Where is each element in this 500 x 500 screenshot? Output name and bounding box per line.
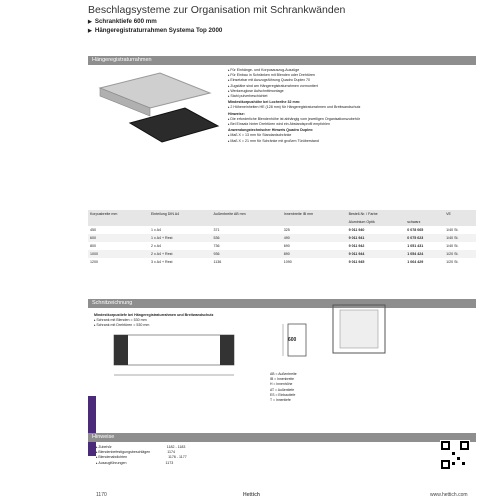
table-cell: 1/20 St. xyxy=(444,250,476,258)
col-subheader xyxy=(88,218,149,226)
app-item: ▸ Maß X = 21 mm für Schränke mit großem Türüberstand xyxy=(228,139,476,144)
feature-item: ▸ Für Einhänge- und Korpusauszug-Auszüge xyxy=(228,68,476,73)
table-cell: 890 xyxy=(282,250,347,258)
table-cell: 1200 xyxy=(90,260,98,264)
table-cell: 1 054 424 xyxy=(405,250,444,258)
table-cell: 800 xyxy=(90,244,96,248)
table-header-row xyxy=(88,210,476,218)
brand-logo: Hettich xyxy=(243,492,260,498)
page-title: Beschlagsysteme zur Organisation mit Schrankwänden xyxy=(88,4,346,16)
col-header: Bestell-Nr. / Farbe xyxy=(347,210,444,218)
rail-end-right xyxy=(220,335,234,365)
table-cell: 536 xyxy=(211,234,281,242)
hint-heading: Hinweise: xyxy=(228,111,245,116)
table-cell: 1 064 429 xyxy=(407,260,424,264)
table-cell: 9 011 944 xyxy=(347,250,406,258)
hint-item: ▸ Bei Einsatz hinter Drehtüren wird ein Abstandsprofil empfohlen xyxy=(228,122,476,127)
table-cell: 9 011 941 xyxy=(347,234,406,242)
qr-code-icon xyxy=(440,440,470,470)
table-cell: 600 xyxy=(88,234,149,242)
feature-item: ▸ Stahl pulverbeschichtet xyxy=(228,94,476,99)
drawing-text xyxy=(94,312,234,329)
accent-bar xyxy=(88,396,96,456)
col-header: Außenbreite AB mm xyxy=(211,210,281,218)
table-cell: 1000 xyxy=(88,250,149,258)
section-band-drawing: Schnitzeichnung xyxy=(88,299,476,308)
table-cell: 371 xyxy=(213,228,220,232)
col-header: Innenbreite IB mm xyxy=(282,210,347,218)
section-band-product: Hängeregistraturrahmen xyxy=(88,56,476,65)
website-link[interactable]: www.hettich.com xyxy=(430,492,468,498)
note-item: ▸ Auszugführungen 1173 xyxy=(96,461,276,466)
legend-item: H = Innenhöhe xyxy=(270,382,293,387)
rail-end-left xyxy=(114,335,128,365)
drawing-item: ▸ Schrank mit Blenden = 530 mm xyxy=(94,318,234,323)
table-row xyxy=(88,234,476,242)
feature-item: ▸ Einsetzbar mit Auszugsführung Quadro Duplex 70 xyxy=(228,78,476,83)
drawing-item: ▸ Schrank mit Drehtüren = 530 mm xyxy=(94,323,234,328)
mount-item: ▸ 2 Höheneinheiten HE (128 mm) für Hängeregistraturrahmen und Breitwandschutz xyxy=(228,105,476,110)
table-row xyxy=(88,250,476,258)
col-header: Korpusbreite mm xyxy=(88,210,149,218)
arrow-icon: ▶ xyxy=(88,28,92,34)
note-item: ▸ Zubehör 1182 - 1183 xyxy=(96,445,276,450)
table-cell: 9 011 940 xyxy=(348,228,365,232)
col-subheader xyxy=(149,218,212,226)
table-cell: 736 xyxy=(213,244,220,248)
table-row xyxy=(88,242,476,250)
rail-outline xyxy=(114,335,234,365)
feature-item: ▸ Für Einbau in Schränken mit Blenden oder Drehtüren xyxy=(228,73,476,78)
app-item: ▸ Maß X = 13 mm für Standardschränke xyxy=(228,133,476,138)
note-item: ▸ Blendenabdichten 1176 - 1177 xyxy=(96,455,276,460)
col-subheader xyxy=(211,218,281,226)
side-section-drawing xyxy=(94,330,264,390)
feature-item: ▸ Werkzeuglose Aufschnittmontage xyxy=(228,89,476,94)
table-cell: 1/40 St. xyxy=(444,234,476,242)
table-row xyxy=(88,226,476,234)
table-cell: 3 x A4 + Rest xyxy=(150,260,173,264)
table-cell: 690 xyxy=(283,244,290,248)
note-item: ▸ Blendenbefestigungsbeschlägen 1174 xyxy=(96,450,276,455)
top-view-inner xyxy=(340,310,378,348)
drawing-heading: Mindestkorpustiefe bei Hängeregistraturrahmen und Breitwandschutz xyxy=(94,313,214,317)
table-cell: 1 051 431 xyxy=(407,244,424,248)
col-subheader xyxy=(282,218,347,226)
subtitle-2: ▶ Hängeregistraturrahmen Systema Top 2000 xyxy=(88,27,223,34)
table-cell: 1 x A4 + Rest xyxy=(149,234,212,242)
col-header: Einteilung DIN A4 xyxy=(149,210,212,218)
feature-list xyxy=(228,68,476,144)
legend-item: IB = Innenbreite xyxy=(270,377,295,382)
legend-item: AB = Außenbreite xyxy=(270,372,297,376)
table-cell: 0 078 065 xyxy=(407,228,424,232)
notes-list xyxy=(96,445,276,466)
mount-heading: Mindestkorpushöhe bei Lochreihe 32 mm: xyxy=(228,100,301,105)
feature-item: ▸ Zugstäbe sind am Hängeregistraturrahmen vormontiert xyxy=(228,84,476,89)
table-cell: 2 x A4 xyxy=(150,244,161,248)
product-image xyxy=(90,68,220,148)
table-cell: 9 011 945 xyxy=(348,260,365,264)
arrow-icon: ▶ xyxy=(88,19,92,25)
table-cell: 1/40 St. xyxy=(446,244,459,248)
section-band-notes: Hinweise xyxy=(88,433,476,442)
hint-item: ▸ Die erforderliche Blendenhöhe ist abhängig vom jeweiligen Organisationszubehör xyxy=(228,117,476,122)
table-cell: 9 011 942 xyxy=(348,244,365,248)
col-subheader: Aluminium Optik xyxy=(347,218,406,226)
table-subheader-row xyxy=(88,218,476,226)
table-cell: 936 xyxy=(211,250,281,258)
table-cell: 490 xyxy=(282,234,347,242)
app-heading: Anwendungstechnischer Hinweis Quadro Duplex: xyxy=(228,128,314,133)
col-header: VE xyxy=(444,210,476,218)
legend xyxy=(270,372,390,403)
col-subheader: schwarz xyxy=(405,218,444,226)
table-cell: 1 x A4 xyxy=(150,228,161,232)
size-label: 600 xyxy=(288,337,297,343)
page-number: 1170 xyxy=(96,492,107,498)
table-row xyxy=(88,258,476,266)
table-cell: 0 075 623 xyxy=(405,234,444,242)
legend-item: T = Innentiefe xyxy=(270,398,291,403)
table-cell: 1/40 St. xyxy=(446,228,459,232)
table-cell: 2 x A4 + Rest xyxy=(149,250,212,258)
legend-item: ES = Einbautiefe xyxy=(270,392,296,397)
top-view-drawing xyxy=(328,300,398,360)
table-cell: 1136 xyxy=(213,260,222,264)
subtitle-1: ▶ Schranktiefe 600 mm xyxy=(88,18,157,25)
col-subheader xyxy=(444,218,476,226)
table-cell: 1/20 St. xyxy=(446,260,459,264)
table-cell: 325 xyxy=(283,228,290,232)
legend-item: AT = Außentiefe xyxy=(270,387,295,392)
table-cell: 1090 xyxy=(283,260,292,264)
spec-table xyxy=(88,210,476,266)
table-cell: 450 xyxy=(90,228,96,232)
